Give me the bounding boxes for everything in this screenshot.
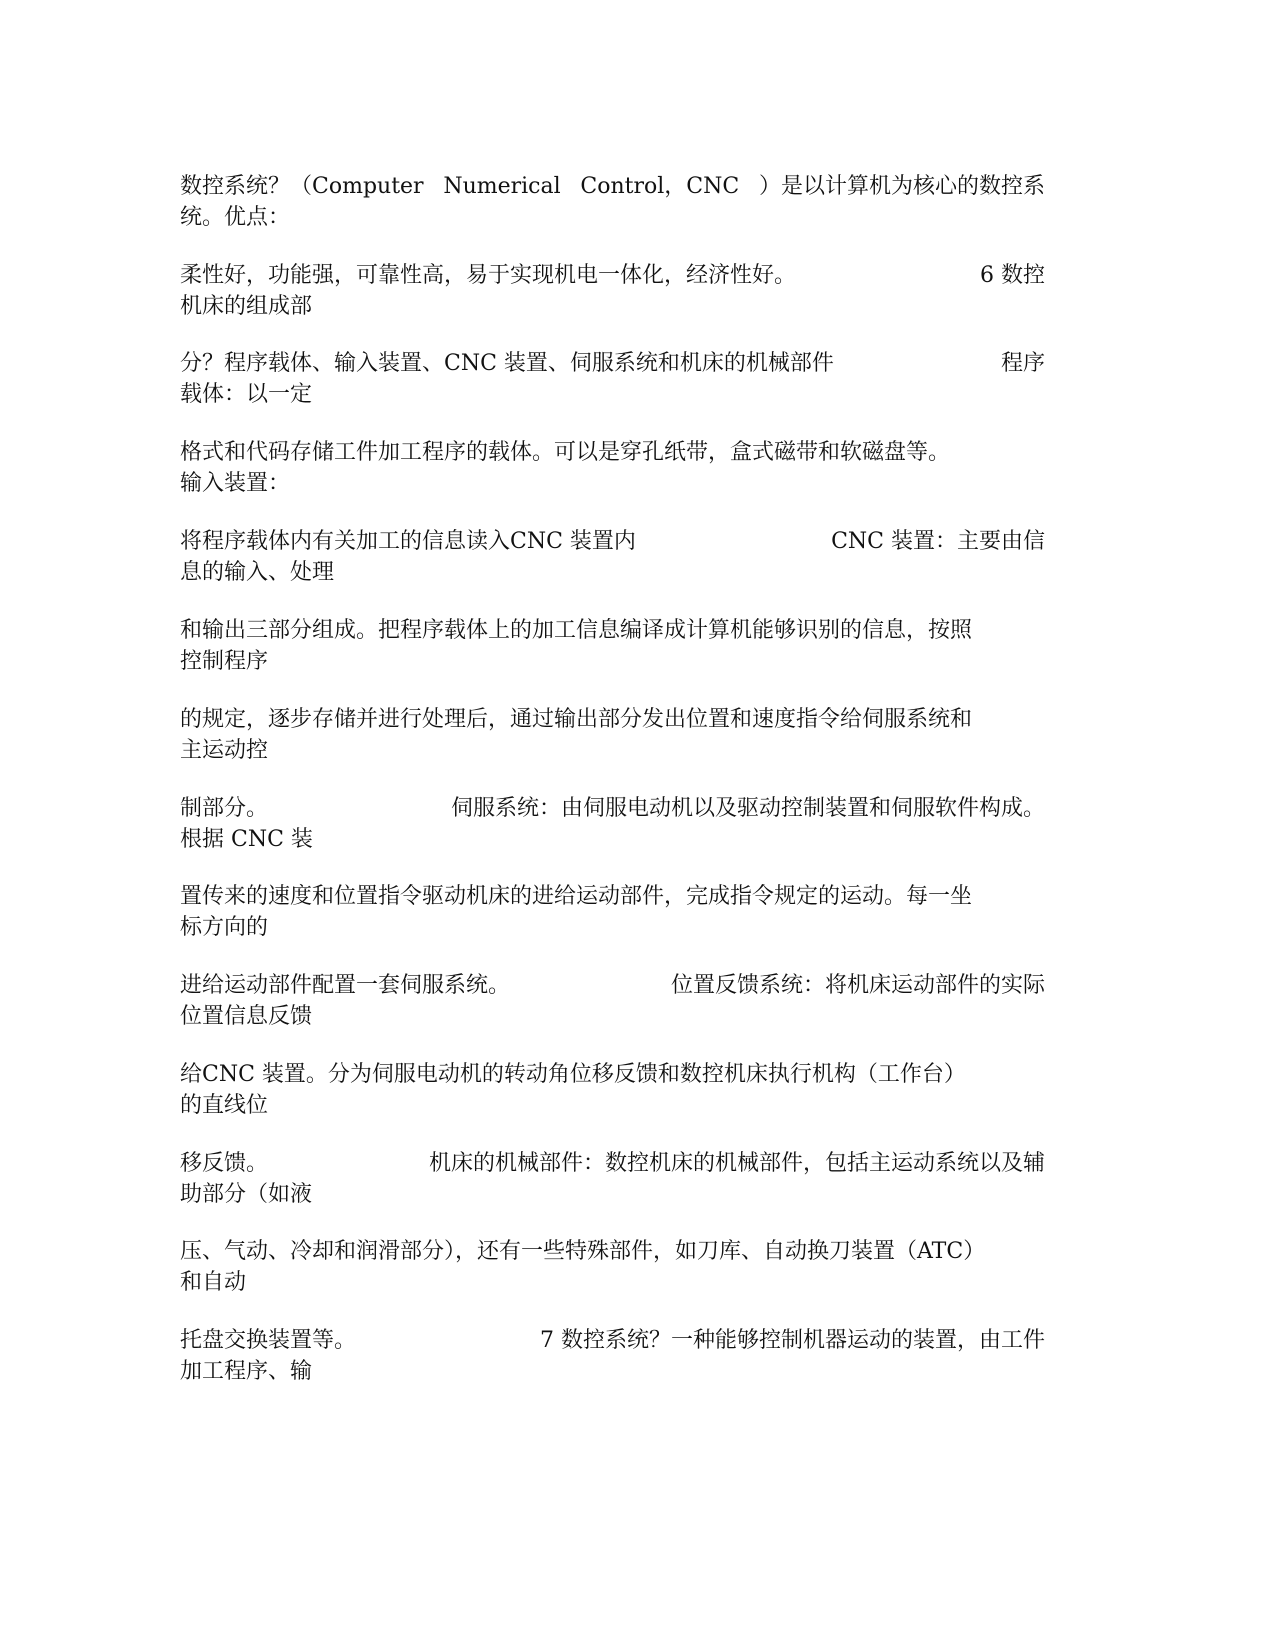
paragraph-2 — [180, 260, 1045, 322]
text-segment: 息的输入、处理 — [180, 560, 335, 585]
text-segment: 制部分。 — [180, 796, 269, 821]
paragraph-line — [180, 557, 1045, 588]
paragraph-line — [180, 1236, 1045, 1267]
paragraph-line — [180, 912, 1045, 943]
paragraph-5 — [180, 526, 1045, 588]
text-segment: 格式和代码存储工件加工程序的载体。可以是穿孔纸带，盒式磁带和软磁盘等。 — [180, 440, 951, 465]
paragraph-line — [180, 970, 1045, 1001]
text-segment: 移反馈。 — [180, 1151, 269, 1176]
text-segment: 机床的机械部件：数控机床的机械部件，包括主运动系统以及辅 — [428, 1151, 1045, 1176]
paragraph-line — [180, 615, 1045, 646]
paragraph-line — [180, 171, 1045, 202]
text-segment: 的规定，逐步存储并进行处理后，通过输出部分发出位置和速度指令给伺服系统和 — [180, 707, 973, 732]
paragraph-7 — [180, 704, 1045, 766]
text-segment: 输入装置： — [180, 471, 291, 496]
paragraph-line — [180, 1148, 1045, 1179]
paragraph-14 — [180, 1325, 1045, 1387]
text-segment: 加工程序、输 — [180, 1359, 313, 1384]
text-segment: 控制程序 — [180, 649, 269, 674]
paragraph-line — [180, 793, 1045, 824]
text-segment: 6 数控 — [980, 263, 1045, 288]
paragraph-4 — [180, 437, 1045, 499]
paragraph-line — [180, 881, 1045, 912]
paragraph-line — [180, 202, 1045, 233]
text-segment: Control，CNC — [580, 174, 740, 199]
paragraph-line — [180, 1090, 1045, 1121]
text-segment: 标方向的 — [180, 915, 269, 940]
paragraph-line — [180, 468, 1045, 499]
text-segment: 和输出三部分组成。把程序载体上的加工信息编译成计算机能够识别的信息，按照 — [180, 618, 973, 643]
paragraph-line — [180, 1356, 1045, 1387]
text-segment: 助部分（如液 — [180, 1182, 313, 1207]
text-segment: 托盘交换装置等。 — [180, 1328, 357, 1353]
paragraph-line — [180, 260, 1045, 291]
text-segment: 压、气动、冷却和润滑部分），还有一些特殊部件，如刀库、自动换刀装置（ATC） — [180, 1239, 986, 1264]
paragraph-line — [180, 735, 1045, 766]
paragraph-line — [180, 291, 1045, 322]
text-segment: 的直线位 — [180, 1093, 269, 1118]
text-segment: 程序 — [1000, 351, 1045, 376]
text-segment: Numerical — [443, 174, 561, 199]
paragraph-line — [180, 1325, 1045, 1356]
text-segment: ）是以计算机为核心的数控系 — [758, 174, 1045, 199]
text-segment: 给CNC 装置。分为伺服电动机的转动角位移反馈和数控机床执行机构（工作台） — [180, 1062, 966, 1087]
paragraph-line — [180, 526, 1045, 557]
text-segment: 机床的组成部 — [180, 294, 313, 319]
paragraph-11 — [180, 1059, 1045, 1121]
paragraph-line — [180, 704, 1045, 735]
text-segment: 位置信息反馈 — [180, 1004, 313, 1029]
paragraph-line — [180, 646, 1045, 677]
paragraph-10 — [180, 970, 1045, 1032]
paragraph-line — [180, 379, 1045, 410]
paragraph-13 — [180, 1236, 1045, 1298]
paragraph-line — [180, 1001, 1045, 1032]
paragraph-1 — [180, 171, 1045, 233]
text-segment: 主运动控 — [180, 738, 269, 763]
paragraph-line — [180, 437, 1045, 468]
text-segment: 统。优点： — [180, 205, 291, 230]
text-segment: 位置反馈系统：将机床运动部件的实际 — [670, 973, 1045, 998]
text-segment: 置传来的速度和位置指令驱动机床的进给运动部件，完成指令规定的运动。每一坐 — [180, 884, 973, 909]
paragraph-6 — [180, 615, 1045, 677]
paragraph-line — [180, 348, 1045, 379]
text-segment: 进给运动部件配置一套伺服系统。 — [180, 973, 511, 998]
paragraph-8 — [180, 793, 1045, 855]
text-segment: 分？程序载体、输入装置、CNC 装置、伺服系统和机床的机械部件 — [180, 351, 834, 376]
text-segment: 根据 CNC 装 — [180, 827, 313, 852]
text-segment: CNC 装置：主要由信 — [831, 529, 1045, 554]
text-segment: 7 数控系统？一种能够控制机器运动的装置，由工件 — [540, 1328, 1045, 1353]
text-segment: 伺服系统：由伺服电动机以及驱动控制装置和伺服软件构成。 — [450, 796, 1045, 821]
text-segment: 数控系统？（Computer — [180, 174, 424, 199]
paragraph-line — [180, 1267, 1045, 1298]
paragraph-12 — [180, 1148, 1045, 1210]
paragraph-line — [180, 1179, 1045, 1210]
paragraph-9 — [180, 881, 1045, 943]
text-segment: 柔性好，功能强，可靠性高，易于实现机电一体化，经济性好。 — [180, 263, 797, 288]
paragraph-line — [180, 824, 1045, 855]
text-segment: 和自动 — [180, 1270, 247, 1295]
text-segment: 将程序载体内有关加工的信息读入CNC 装置内 — [180, 529, 636, 554]
paragraph-3 — [180, 348, 1045, 410]
paragraph-line — [180, 1059, 1045, 1090]
text-segment: 载体：以一定 — [180, 382, 313, 407]
